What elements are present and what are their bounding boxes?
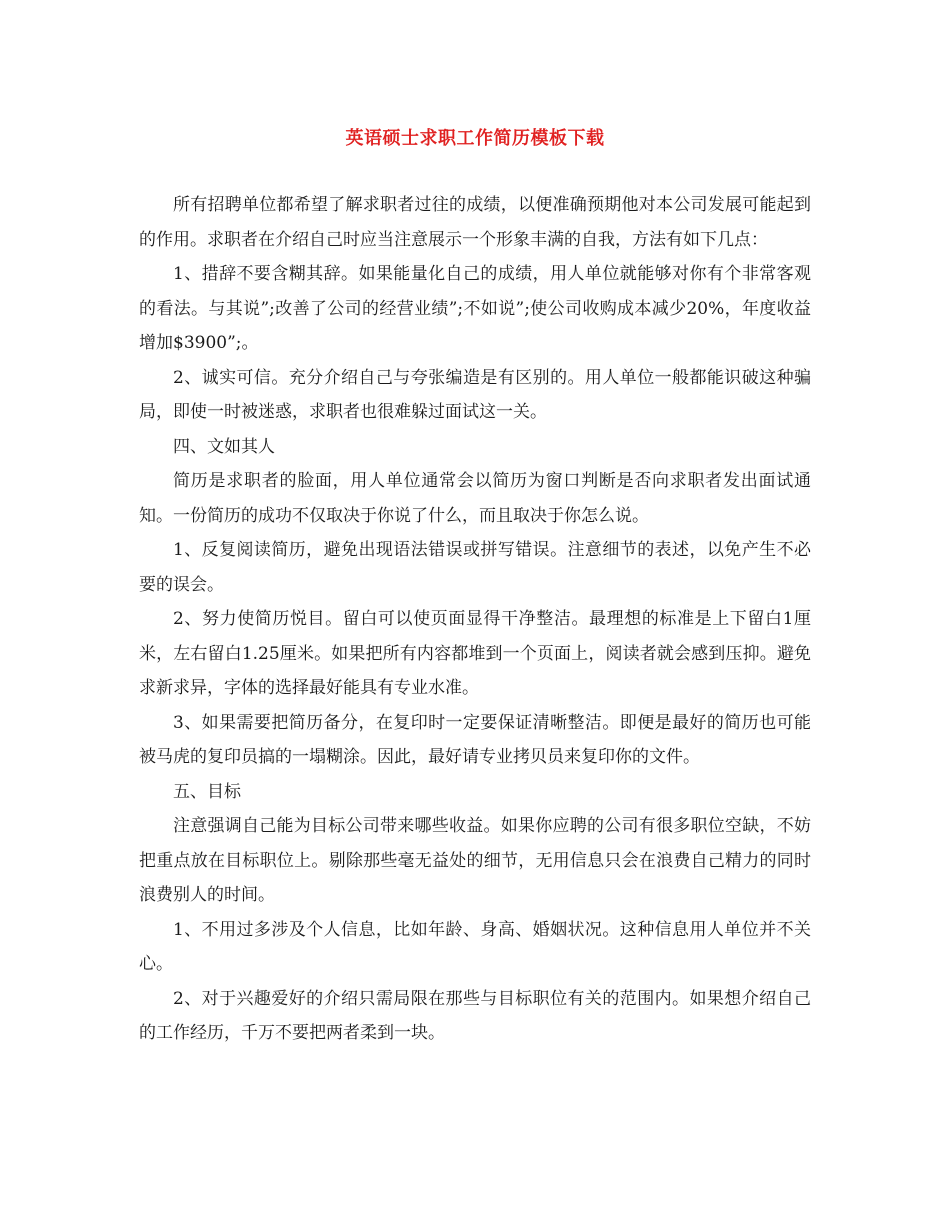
section-heading-5: 五、目标 — [173, 781, 241, 802]
paragraph-resume-face: 简历是求职者的脸面，用人单位通常会以简历为窗口判断是否向求职者发出面试通知。一份简历的成功不仅取决于你说了什么，而且取决于你怎么说。 — [139, 471, 811, 526]
paragraph-point-2-hobbies: 2、对于兴趣爱好的介绍只需局限在那些与目标职位有关的范围内。如果想介绍自己的工作经历，千万不要把两者柔到一块。 — [139, 988, 811, 1043]
document-body — [139, 188, 811, 1051]
paragraph-point-1-personal-info: 1、不用过多涉及个人信息，比如年龄、身高、婚姻状况。这种信息用人单位并不关心。 — [139, 919, 811, 974]
paragraph-point-3-copy: 3、如果需要把简历备分，在复印时一定要保证清晰整洁。即便是最好的简历也可能被马虎的复印员搞的一塌糊涂。因此，最好请专业拷贝员来复印你的文件。 — [139, 712, 811, 767]
paragraph-point-1-wording: 1、措辞不要含糊其辞。如果能量化自己的成绩，用人单位就能够对你有个非常客观的看法。与其说”;改善了公司的经营业绩”;不如说”;使公司收购成本减少20%，年度收益增加$3900”;。 — [139, 264, 811, 353]
paragraph-target-intro: 注意强调自己能为目标公司带来哪些收益。如果你应聘的公司有很多职位空缺，不妨把重点放在目标职位上。剔除那些毫无益处的细节，无用信息只会在浪费自己精力的同时浪费别人的时间。 — [139, 816, 811, 905]
section-heading-4: 四、文如其人 — [173, 436, 275, 457]
document-title: 英语硕士求职工作简历模板下载 — [345, 128, 605, 149]
paragraph-point-2-layout: 2、努力使简历悦目。留白可以使页面显得干净整洁。最理想的标准是上下留白1厘米，左右留白1.25厘米。如果把所有内容都堆到一个页面上，阅读者就会感到压抑。避免求新求异，字体的选择最好能具有专业水准。 — [139, 609, 811, 698]
paragraph-point-1-proofread: 1、反复阅读简历，避免出现语法错误或拼写错误。注意细节的表述，以免产生不必要的误会。 — [139, 540, 811, 595]
paragraph-point-2-honesty: 2、诚实可信。充分介绍自己与夸张编造是有区别的。用人单位一般都能识破这种骗局，即使一时被迷惑，求职者也很难躲过面试这一关。 — [139, 367, 811, 422]
paragraph-intro: 所有招聘单位都希望了解求职者过往的成绩，以便准确预期他对本公司发展可能起到的作用。求职者在介绍自己时应当注意展示一个形象丰满的自我，方法有如下几点： — [139, 195, 811, 250]
